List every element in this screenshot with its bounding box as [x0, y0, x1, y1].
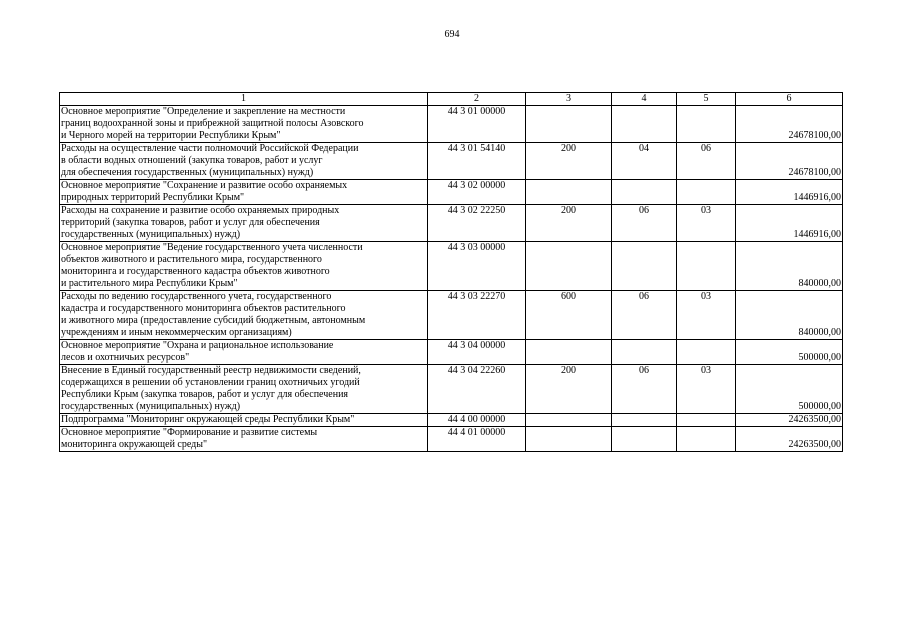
row-name-line: учреждениям и иным некоммерческим организациям): [61, 327, 292, 338]
row-name-line: Подпрограмма "Мониторинг окружающей среды Республики Крым": [61, 414, 355, 425]
table-row: [60, 106, 843, 143]
page-number: 694: [444, 29, 460, 40]
table-header-row: [60, 93, 843, 106]
row-name-cell: [60, 106, 428, 143]
row-expense-type-cell: 200: [526, 143, 612, 180]
row-amount-cell: 1446916,00: [736, 180, 843, 205]
row-section-cell: [612, 414, 677, 427]
row-code-cell: 44 3 02 22250: [428, 205, 526, 242]
row-name-cell: [60, 180, 428, 205]
row-subsection-cell: 03: [677, 365, 736, 414]
row-code-cell: 44 4 00 00000: [428, 414, 526, 427]
row-expense-type-cell: 200: [526, 365, 612, 414]
header-cell-2: 2: [428, 93, 526, 106]
row-expense-type-cell: 600: [526, 291, 612, 340]
row-name-line: Республики Крым (закупка товаров, работ и услуг для обеспечения: [61, 389, 349, 400]
row-amount-cell: 24678100,00: [736, 106, 843, 143]
row-name-cell: [60, 205, 428, 242]
row-section-cell: [612, 180, 677, 205]
table-row: [60, 242, 843, 291]
row-subsection-cell: 06: [677, 143, 736, 180]
row-subsection-cell: [677, 106, 736, 143]
row-section-cell: 06: [612, 205, 677, 242]
table-row: [60, 365, 843, 414]
row-amount-cell: 500000,00: [736, 340, 843, 365]
row-name-line: Основное мероприятие "Сохранение и развитие особо охраняемых: [61, 180, 348, 191]
row-code-cell: 44 3 01 54140: [428, 143, 526, 180]
row-name-line: Внесение в Единый государственный реестр недвижимости сведений,: [61, 365, 361, 376]
table-row: [60, 414, 843, 427]
row-name-line: Основное мероприятие "Определение и закрепление на местности: [61, 106, 346, 117]
row-amount-cell: 24263500,00: [736, 427, 843, 452]
row-name-line: содержащихся в решении об установлении границ охотничьих угодий: [61, 377, 360, 388]
row-name-line: кадастра и государственного мониторинга объектов растительного: [61, 303, 346, 314]
row-expense-type-cell: [526, 427, 612, 452]
table-row: [60, 340, 843, 365]
row-subsection-cell: [677, 242, 736, 291]
header-cell-1: 1: [60, 93, 428, 106]
row-expense-type-cell: [526, 340, 612, 365]
row-name-cell: [60, 427, 428, 452]
table-row: [60, 427, 843, 452]
row-name-line: Основное мероприятие "Ведение государственного учета численности: [61, 242, 363, 253]
row-amount-cell: 24678100,00: [736, 143, 843, 180]
budget-table: [59, 92, 843, 452]
row-name-line: Расходы по ведению государственного учета, государственного: [61, 291, 332, 302]
row-subsection-cell: 03: [677, 205, 736, 242]
row-section-cell: 04: [612, 143, 677, 180]
row-expense-type-cell: [526, 242, 612, 291]
row-name-line: природных территорий Республики Крым": [61, 192, 245, 203]
row-name-line: лесов и охотничьих ресурсов": [61, 352, 190, 363]
row-subsection-cell: 03: [677, 291, 736, 340]
row-amount-cell: 1446916,00: [736, 205, 843, 242]
row-name-line: Основное мероприятие "Формирование и развитие системы: [61, 427, 318, 438]
row-amount-cell: 840000,00: [736, 291, 843, 340]
row-amount-cell: 500000,00: [736, 365, 843, 414]
row-code-cell: 44 3 03 22270: [428, 291, 526, 340]
row-name-line: мониторинга окружающей среды": [61, 439, 208, 450]
row-section-cell: [612, 340, 677, 365]
row-code-cell: 44 3 04 22260: [428, 365, 526, 414]
row-subsection-cell: [677, 180, 736, 205]
table-row: [60, 205, 843, 242]
row-code-cell: 44 3 04 00000: [428, 340, 526, 365]
row-amount-cell: 840000,00: [736, 242, 843, 291]
row-name-cell: [60, 242, 428, 291]
header-cell-4: 4: [612, 93, 677, 106]
row-name-line: мониторинга и государственного кадастра объектов животного: [61, 266, 330, 277]
row-section-cell: 06: [612, 365, 677, 414]
row-code-cell: 44 3 02 00000: [428, 180, 526, 205]
row-name-line: и животного мира (предоставление субсидий бюджетным, автономным: [61, 315, 366, 326]
row-name-line: объектов животного и растительного мира, государственного: [61, 254, 322, 265]
row-subsection-cell: [677, 427, 736, 452]
row-code-cell: 44 3 03 00000: [428, 242, 526, 291]
row-name-line: в области водных отношений (закупка товаров, работ и услуг: [61, 155, 323, 166]
row-name-cell: [60, 291, 428, 340]
row-expense-type-cell: [526, 414, 612, 427]
row-code-cell: 44 4 01 00000: [428, 427, 526, 452]
header-cell-3: 3: [526, 93, 612, 106]
table-row: [60, 180, 843, 205]
row-name-line: государственных (муниципальных) нужд): [61, 229, 241, 240]
budget-table-body: [60, 93, 843, 452]
row-subsection-cell: [677, 414, 736, 427]
row-name-line: для обеспечения государственных (муниципальных) нужд): [61, 167, 314, 178]
table-row: [60, 143, 843, 180]
row-name-cell: [60, 365, 428, 414]
row-section-cell: 06: [612, 291, 677, 340]
row-expense-type-cell: [526, 106, 612, 143]
row-name-cell: [60, 340, 428, 365]
row-name-line: Расходы на сохранение и развитие особо охраняемых природных: [61, 205, 340, 216]
row-expense-type-cell: 200: [526, 205, 612, 242]
row-name-line: Основное мероприятие "Охрана и рациональное использование: [61, 340, 334, 351]
row-section-cell: [612, 427, 677, 452]
row-code-cell: 44 3 01 00000: [428, 106, 526, 143]
row-section-cell: [612, 242, 677, 291]
row-name-line: и растительного мира Республики Крым": [61, 278, 238, 289]
header-cell-5: 5: [677, 93, 736, 106]
row-name-line: Расходы на осуществление части полномочий Российской Федерации: [61, 143, 359, 154]
table-row: [60, 291, 843, 340]
header-cell-6: 6: [736, 93, 843, 106]
row-amount-cell: 24263500,00: [736, 414, 843, 427]
row-subsection-cell: [677, 340, 736, 365]
row-name-line: и Черного морей на территории Республики Крым": [61, 130, 281, 141]
row-name-cell: [60, 143, 428, 180]
row-name-cell: [60, 414, 428, 427]
row-name-line: государственных (муниципальных) нужд): [61, 401, 241, 412]
row-section-cell: [612, 106, 677, 143]
row-expense-type-cell: [526, 180, 612, 205]
row-name-line: границ водоохранной зоны и прибрежной защитной полосы Азовского: [61, 118, 364, 129]
row-name-line: территорий (закупка товаров, работ и услуг для обеспечения: [61, 217, 320, 228]
